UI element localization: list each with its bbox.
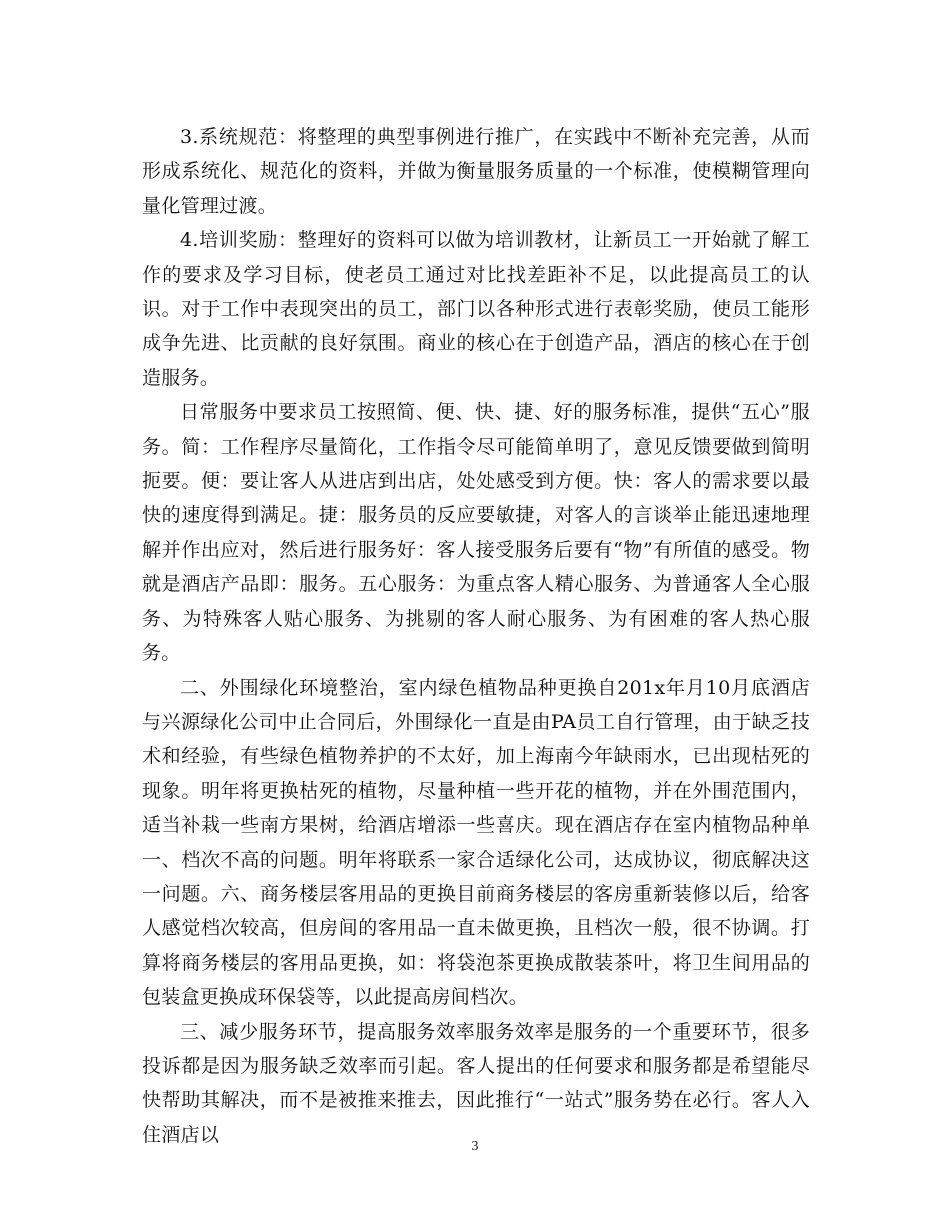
page-number: 3 (471, 1139, 479, 1154)
paragraph-service-efficiency: 三、减少服务环节，提高服务效率服务效率是服务的一个重要环节，很多投诉都是因为服务缺乏效率而引起。客人提出的任何要求和服务都是希望能尽快帮助其解决，而不是被推来推去，因此推行“一站式”服务势在必行。客人入住酒店以 (142, 1020, 810, 1146)
paragraph-daily-service: 日常服务中要求员工按照简、便、快、捷、好的服务标准，提供“五心”服务。简：工作程序尽量简化，工作指令尽可能简单明了，意见反馈要做到简明扼要。便：要让客人从进店到出店，处处感受到方便。快：客人的需求要以最快的速度得到满足。捷：服务员的反应要敏捷，对客人的言谈举止能迅速地理解并作出应对，然后进行服务好：客人接受服务后要有“物”有所值的感受。物就是酒店产品即：服务。五心服务：为重点客人精心服务、为普通客人全心服务、为特殊客人贴心服务、为挑剔的客人耐心服务、为有困难的客人热心服务。 (142, 401, 810, 665)
paragraph-system-standard: 3.系统规范：将整理的典型事例进行推广，在实践中不断补充完善，从而形成系统化、规范化的资料，并做为衡量服务质量的一个标准，使模糊管理向量化管理过渡。 (142, 126, 810, 217)
paragraph-training-reward: 4.培训奖励：整理好的资料可以做为培训教材，让新员工一开始就了解工作的要求及学习目标，使老员工通过对比找差距补不足，以此提高员工的认识。对于工作中表现突出的员工，部门以各种形式进行表彰奖励，使员工能形成争先进、比贡献的良好氛围。商业的核心在于创造产品，酒店的核心在于创造服务。 (142, 229, 810, 389)
document-body (142, 120, 810, 1152)
paragraph-greening: 二、外围绿化环境整治，室内绿色植物品种更换自201x年月10月底酒店与兴源绿化公司中止合同后，外围绿化一直是由PA员工自行管理，由于缺乏技术和经验，有些绿色植物养护的不太好，加上海南今年缺雨水，已出现枯死的现象。明年将更换枯死的植物，尽量种植一些开花的植物，并在外围范围内，适当补栽一些南方果树，给酒店增添一些喜庆。现在酒店存在室内植物品种单一、档次不高的问题。明年将联系一家合适绿化公司，达成协议，彻底解决这一问题。六、商务楼层客用品的更换目前商务楼层的客房重新装修以后，给客人感觉档次较高，但房间的客用品一直未做更换，且档次一般，很不协调。打算将商务楼层的客用品更换，如：将袋泡茶更换成散装茶叶，将卫生间用品的包装盒更换成环保袋等，以此提高房间档次。 (142, 676, 810, 1009)
